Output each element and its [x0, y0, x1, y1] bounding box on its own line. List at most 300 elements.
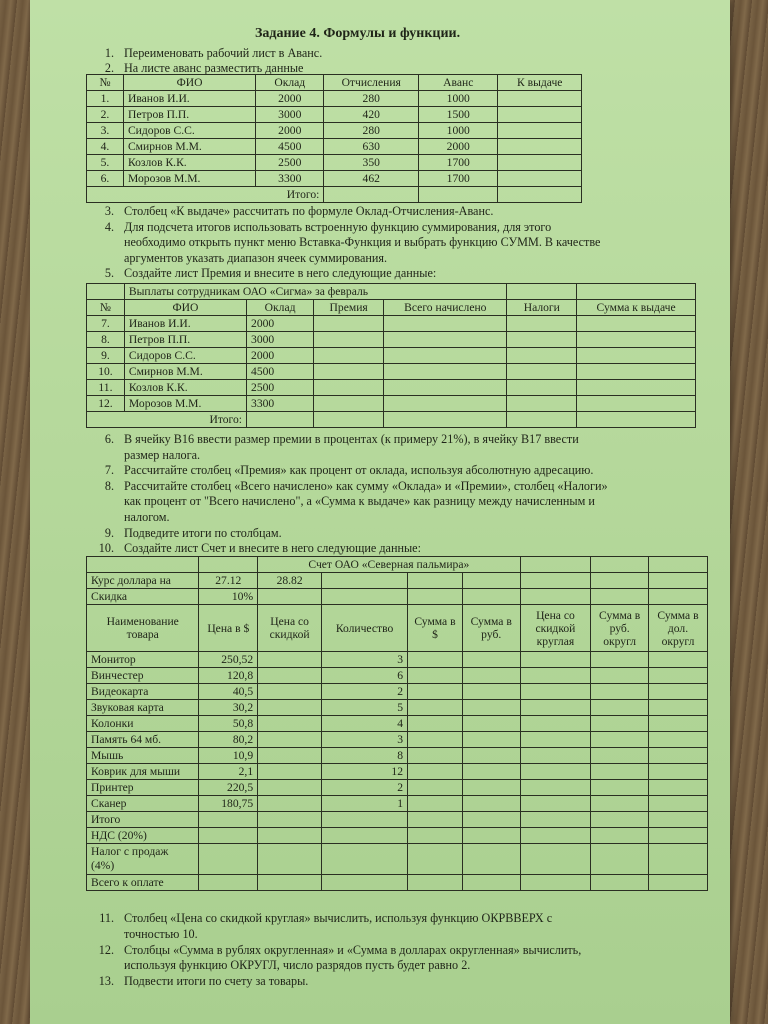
- header-cell: Цена в $: [199, 605, 258, 652]
- item-quantity: 2: [322, 684, 408, 700]
- table-cell: [199, 557, 258, 573]
- table-cell: [408, 812, 463, 828]
- table-cell: [498, 107, 582, 123]
- table-cell: [520, 573, 591, 589]
- table-cell: [648, 652, 707, 668]
- table-cell: [591, 589, 649, 605]
- item-price: 180,75: [199, 796, 258, 812]
- table-cell: [648, 700, 707, 716]
- table-cell: [258, 684, 322, 700]
- header-cell: ФИО: [123, 75, 255, 91]
- table-cell: [577, 348, 696, 364]
- table-cell: [591, 780, 649, 796]
- header-cell: Оклад: [247, 300, 314, 316]
- step-text-line: используя функцию ОКРУГЛ, число разрядов пусть будет равно 2.: [124, 958, 471, 973]
- footer-label: Итого: [87, 812, 199, 828]
- item-name: Коврик для мыши: [87, 764, 199, 780]
- table-cell: [498, 123, 582, 139]
- table-row: [87, 796, 708, 812]
- table-cell: [408, 716, 463, 732]
- table-cell: 11.: [87, 380, 125, 396]
- table-cell: [498, 171, 582, 187]
- table-cell: 9.: [87, 348, 125, 364]
- table-cell: [258, 732, 322, 748]
- table-cell: 280: [324, 123, 419, 139]
- table-cell: [591, 764, 649, 780]
- item-quantity: 8: [322, 748, 408, 764]
- table-cell: [314, 364, 384, 380]
- item-quantity: 1: [322, 796, 408, 812]
- item-name: Память 64 мб.: [87, 732, 199, 748]
- step-text-line: аргументов указать диапазон ячеек суммирования.: [124, 250, 388, 265]
- rate-value: 27.12: [199, 573, 258, 589]
- table-cell: [648, 780, 707, 796]
- table-cell: [520, 557, 591, 573]
- total-label: Итого:: [87, 412, 247, 428]
- table-cell: [314, 380, 384, 396]
- item-name: Сканер: [87, 796, 199, 812]
- footer-label: НДС (20%): [87, 828, 199, 844]
- table-cell: 2000: [419, 139, 498, 155]
- table-cell: [258, 668, 322, 684]
- table-cell: 2.: [87, 107, 124, 123]
- item-price: 40,5: [199, 684, 258, 700]
- step-number: 10.: [98, 541, 114, 556]
- step-number: 2.: [104, 61, 114, 75]
- table-cell: [384, 332, 507, 348]
- table-cell: [462, 732, 520, 748]
- table-cell: [591, 716, 649, 732]
- step-number: 8.: [104, 478, 114, 493]
- table-cell: [520, 748, 591, 764]
- step-text-line: Рассчитайте столбец «Премия» как процент от оклада, используя абсолютную адресацию.: [124, 463, 594, 478]
- table-cell: [462, 812, 520, 828]
- table-cell: [648, 764, 707, 780]
- item-price: 80,2: [199, 732, 258, 748]
- header-cell: Сумма в дол. округл: [648, 605, 707, 652]
- table-cell: 2000: [247, 316, 314, 332]
- table-cell: [591, 573, 649, 589]
- table-cell: [419, 187, 498, 203]
- table-cell: 3300: [256, 171, 324, 187]
- table-cell: [258, 716, 322, 732]
- table-cell: [591, 652, 649, 668]
- table-cell: [384, 316, 507, 332]
- table-cell: [520, 828, 591, 844]
- step-text-line: Столбцы «Сумма в рублях округленная» и «Сумма в долларах округленная» вычислить,: [124, 942, 582, 957]
- table-cell: [520, 732, 591, 748]
- table-cell: [258, 780, 322, 796]
- table-cell: [577, 380, 696, 396]
- table-cell: 462: [324, 171, 419, 187]
- table-cell: 1000: [419, 123, 498, 139]
- table-cell: [384, 396, 507, 412]
- footer-label: Всего к оплате: [87, 875, 199, 891]
- table-cell: [408, 573, 463, 589]
- header-cell: Сумма к выдаче: [577, 300, 696, 316]
- table-cell: [462, 748, 520, 764]
- footer-label: Налог с продаж (4%): [87, 844, 199, 875]
- header-cell: Количество: [322, 605, 408, 652]
- table-cell: [384, 412, 507, 428]
- table-cell: [520, 764, 591, 780]
- step-number: 13.: [98, 974, 114, 989]
- table-cell: [520, 780, 591, 796]
- step-number: 7.: [104, 463, 114, 478]
- table-cell: [520, 844, 591, 875]
- table-cell: Смирнов М.М.: [123, 139, 255, 155]
- item-name: Мышь: [87, 748, 199, 764]
- table-row: [87, 764, 708, 780]
- footer-row: [87, 812, 708, 828]
- table-cell: [258, 589, 322, 605]
- table-cell: [199, 812, 258, 828]
- table-cell: [591, 668, 649, 684]
- table-cell: [498, 155, 582, 171]
- table-cell: [258, 812, 322, 828]
- footer-row: [87, 828, 708, 844]
- header-cell: Премия: [314, 300, 384, 316]
- table-cell: 3000: [247, 332, 314, 348]
- table-cell: 4500: [247, 364, 314, 380]
- step-text-line: Создайте лист Счет и внесите в него следующие данные:: [124, 541, 421, 556]
- table-avans: [86, 74, 582, 203]
- table-cell: [591, 875, 649, 891]
- table-cell: 2000: [247, 348, 314, 364]
- header-cell: Всего начислено: [384, 300, 507, 316]
- table-cell: 10.: [87, 364, 125, 380]
- table-cell: [258, 700, 322, 716]
- table-cell: [408, 732, 463, 748]
- table-cell: [408, 796, 463, 812]
- step-text-line: необходимо открыть пункт меню Вставка-Функция и выбрать функцию СУММ. В качестве: [124, 235, 601, 249]
- table-row: [87, 780, 708, 796]
- table-cell: [462, 875, 520, 891]
- table-cell: [591, 684, 649, 700]
- table-cell: [408, 764, 463, 780]
- item-quantity: 2: [322, 780, 408, 796]
- table-cell: [258, 652, 322, 668]
- table-cell: 3.: [87, 123, 124, 139]
- table-cell: [520, 589, 591, 605]
- table-cell: [314, 348, 384, 364]
- table-cell: [199, 875, 258, 891]
- table-cell: [520, 716, 591, 732]
- table-cell: 7.: [87, 316, 125, 332]
- table-cell: [507, 332, 577, 348]
- table-row: [87, 348, 696, 364]
- table-row: [87, 380, 696, 396]
- step-text-line: Переименовать рабочий лист в Аванс.: [124, 46, 323, 60]
- table-cell: [258, 796, 322, 812]
- table-cell: [648, 748, 707, 764]
- table-cell: [520, 668, 591, 684]
- table-cell: [520, 684, 591, 700]
- item-quantity: 4: [322, 716, 408, 732]
- table-cell: 3300: [247, 396, 314, 412]
- table-row: [87, 155, 582, 171]
- table-cell: 3000: [256, 107, 324, 123]
- footer-row: [87, 875, 708, 891]
- table-cell: [648, 732, 707, 748]
- step-text-line: размер налога.: [124, 447, 201, 462]
- table-cell: [87, 284, 125, 300]
- step-text-line: В ячейку B16 ввести размер премии в процентах (к примеру 21%), в ячейку B17 ввести: [124, 432, 579, 446]
- step-number: 6.: [104, 432, 114, 446]
- table-row: [87, 700, 708, 716]
- rate-row: [87, 573, 708, 589]
- table-cell: [591, 844, 649, 875]
- caption-row: [87, 284, 696, 300]
- table-cell: [648, 668, 707, 684]
- table-cell: [408, 875, 463, 891]
- table-cell: [648, 557, 707, 573]
- rate-value: 28.82: [258, 573, 322, 589]
- table-schet: [86, 556, 708, 891]
- table-cell: [577, 364, 696, 380]
- table-cell: Смирнов М.М.: [124, 364, 246, 380]
- item-name: Звуковая карта: [87, 700, 199, 716]
- table-cell: [199, 828, 258, 844]
- header-cell: Сумма в руб. округл: [591, 605, 649, 652]
- item-quantity: 12: [322, 764, 408, 780]
- footer-row: [87, 844, 708, 875]
- step-text-line: Подвести итоги по счету за товары.: [124, 974, 309, 989]
- table-row: [87, 364, 696, 380]
- table-cell: [462, 652, 520, 668]
- table-cell: 1500: [419, 107, 498, 123]
- table-cell: [314, 316, 384, 332]
- table-cell: [322, 812, 408, 828]
- table-cell: 630: [324, 139, 419, 155]
- table-cell: [591, 796, 649, 812]
- table-cell: 2000: [256, 91, 324, 107]
- table-cell: [462, 796, 520, 812]
- step-text-line: Столбец «К выдаче» рассчитать по формуле Оклад-Отчисления-Аванс.: [124, 204, 494, 218]
- table-cell: [648, 796, 707, 812]
- table-cell: [507, 316, 577, 332]
- rate-label: Курс доллара на: [87, 573, 199, 589]
- table-cell: [258, 844, 322, 875]
- table-cell: [648, 844, 707, 875]
- table-cell: Петров П.П.: [124, 332, 246, 348]
- table-cell: Морозов М.М.: [124, 396, 246, 412]
- step-text-line: На листе аванс разместить данные: [124, 61, 304, 75]
- table-header-row: [87, 300, 696, 316]
- table-cell: 420: [324, 107, 419, 123]
- table-premiya: [86, 283, 696, 428]
- table-cell: [462, 668, 520, 684]
- table-cell: [577, 332, 696, 348]
- item-price: 2,1: [199, 764, 258, 780]
- table-cell: [648, 812, 707, 828]
- header-cell: Цена со скидкой: [258, 605, 322, 652]
- table-cell: [258, 748, 322, 764]
- table-cell: Морозов М.М.: [123, 171, 255, 187]
- item-price: 50,8: [199, 716, 258, 732]
- table-cell: Иванов И.И.: [124, 316, 246, 332]
- table-cell: [314, 396, 384, 412]
- table-row: [87, 332, 696, 348]
- table-cell: [591, 732, 649, 748]
- table-cell: [648, 573, 707, 589]
- step-number: 12.: [98, 942, 114, 957]
- table-cell: 6.: [87, 171, 124, 187]
- table-cell: [577, 316, 696, 332]
- total-label: Итого:: [87, 187, 324, 203]
- step-text-line: как процент от "Всего начислено", а «Сумма к выдаче» как разницу между начисленным и: [124, 494, 595, 509]
- table-cell: [384, 348, 507, 364]
- table-row: [87, 316, 696, 332]
- table-row: [87, 732, 708, 748]
- table-cell: 350: [324, 155, 419, 171]
- item-quantity: 5: [322, 700, 408, 716]
- header-cell: ФИО: [124, 300, 246, 316]
- header-cell: Наименование товара: [87, 605, 199, 652]
- header-cell: Налоги: [507, 300, 577, 316]
- caption-row: [87, 557, 708, 573]
- table-cell: [507, 412, 577, 428]
- table-cell: [591, 812, 649, 828]
- table-cell: [408, 780, 463, 796]
- step-text-line: Для подсчета итогов использовать встроенную функцию суммирования, для этого: [124, 219, 552, 234]
- table-row: [87, 123, 582, 139]
- header-cell: Отчисления: [324, 75, 419, 91]
- table-cell: Петров П.П.: [123, 107, 255, 123]
- table-cell: Сидоров С.С.: [123, 123, 255, 139]
- table-cell: [408, 684, 463, 700]
- table-cell: [648, 828, 707, 844]
- total-row: [87, 187, 582, 203]
- table-cell: 8.: [87, 332, 125, 348]
- table-cell: [507, 284, 577, 300]
- table-row: [87, 684, 708, 700]
- page-title: Задание 4. Формулы и функции.: [255, 26, 461, 41]
- step-number: 1.: [104, 46, 114, 60]
- table-cell: [462, 684, 520, 700]
- table-cell: 1700: [419, 171, 498, 187]
- table-cell: [258, 875, 322, 891]
- table-cell: [520, 700, 591, 716]
- table-cell: [322, 875, 408, 891]
- table-cell: 2000: [256, 123, 324, 139]
- table-cell: [384, 380, 507, 396]
- table-cell: [258, 828, 322, 844]
- item-name: Принтер: [87, 780, 199, 796]
- table-cell: [577, 396, 696, 412]
- item-name: Монитор: [87, 652, 199, 668]
- table-cell: [324, 187, 419, 203]
- table-cell: 4500: [256, 139, 324, 155]
- table-cell: [520, 875, 591, 891]
- table-cell: [322, 589, 408, 605]
- table-cell: [462, 844, 520, 875]
- header-cell: Цена со скидкой круглая: [520, 605, 591, 652]
- table-row: [87, 396, 696, 412]
- table-cell: [507, 396, 577, 412]
- table-row: [87, 171, 582, 187]
- table-cell: [577, 412, 696, 428]
- table-cell: [408, 844, 463, 875]
- table-cell: [322, 573, 408, 589]
- table-row: [87, 716, 708, 732]
- header-cell: Оклад: [256, 75, 324, 91]
- table-cell: [258, 764, 322, 780]
- table-cell: [408, 589, 463, 605]
- table-cell: [591, 828, 649, 844]
- table-caption: Счет ОАО «Северная пальмира»: [258, 557, 520, 573]
- table-header-row: [87, 605, 708, 652]
- table-cell: [520, 796, 591, 812]
- table-cell: [462, 700, 520, 716]
- table-cell: [520, 812, 591, 828]
- table-cell: [408, 828, 463, 844]
- item-price: 220,5: [199, 780, 258, 796]
- step-text-line: Подведите итоги по столбцам.: [124, 525, 282, 540]
- table-row: [87, 139, 582, 155]
- table-cell: [507, 364, 577, 380]
- table-cell: [648, 684, 707, 700]
- table-cell: [314, 412, 384, 428]
- table-cell: [577, 284, 696, 300]
- table-cell: [498, 139, 582, 155]
- step-number: 9.: [104, 525, 114, 540]
- table-cell: [322, 844, 408, 875]
- discount-row: [87, 589, 708, 605]
- table-cell: 1000: [419, 91, 498, 107]
- item-price: 10,9: [199, 748, 258, 764]
- table-cell: 5.: [87, 155, 124, 171]
- table-cell: Козлов К.К.: [124, 380, 246, 396]
- table-cell: [384, 364, 507, 380]
- table-cell: [408, 748, 463, 764]
- item-name: Видеокарта: [87, 684, 199, 700]
- table-header-row: [87, 75, 582, 91]
- table-cell: Иванов И.И.: [123, 91, 255, 107]
- header-cell: Сумма в руб.: [462, 605, 520, 652]
- table-cell: Козлов К.К.: [123, 155, 255, 171]
- table-cell: [462, 589, 520, 605]
- table-cell: [462, 780, 520, 796]
- header-cell: Аванс: [419, 75, 498, 91]
- table-cell: [648, 716, 707, 732]
- table-cell: [648, 875, 707, 891]
- total-row: [87, 412, 696, 428]
- table-cell: [462, 716, 520, 732]
- table-cell: 12.: [87, 396, 125, 412]
- table-cell: [462, 573, 520, 589]
- table-cell: 2500: [247, 380, 314, 396]
- table-cell: [591, 748, 649, 764]
- step-number: 4.: [104, 219, 114, 234]
- table-cell: Сидоров С.С.: [124, 348, 246, 364]
- table-cell: [520, 652, 591, 668]
- item-quantity: 3: [322, 652, 408, 668]
- item-quantity: 3: [322, 732, 408, 748]
- table-cell: [498, 91, 582, 107]
- table-cell: [314, 332, 384, 348]
- table-cell: [408, 652, 463, 668]
- step-text-line: налогом.: [124, 510, 170, 524]
- header-cell: №: [87, 300, 125, 316]
- table-row: [87, 668, 708, 684]
- table-cell: [408, 668, 463, 684]
- table-cell: [87, 557, 199, 573]
- step-text-line: Столбец «Цена со скидкой круглая» вычислить, используя функцию ОКРВВЕРХ с: [124, 911, 553, 925]
- header-cell: №: [87, 75, 124, 91]
- table-cell: [408, 700, 463, 716]
- step-text-line: Создайте лист Премия и внесите в него следующие данные:: [124, 266, 437, 280]
